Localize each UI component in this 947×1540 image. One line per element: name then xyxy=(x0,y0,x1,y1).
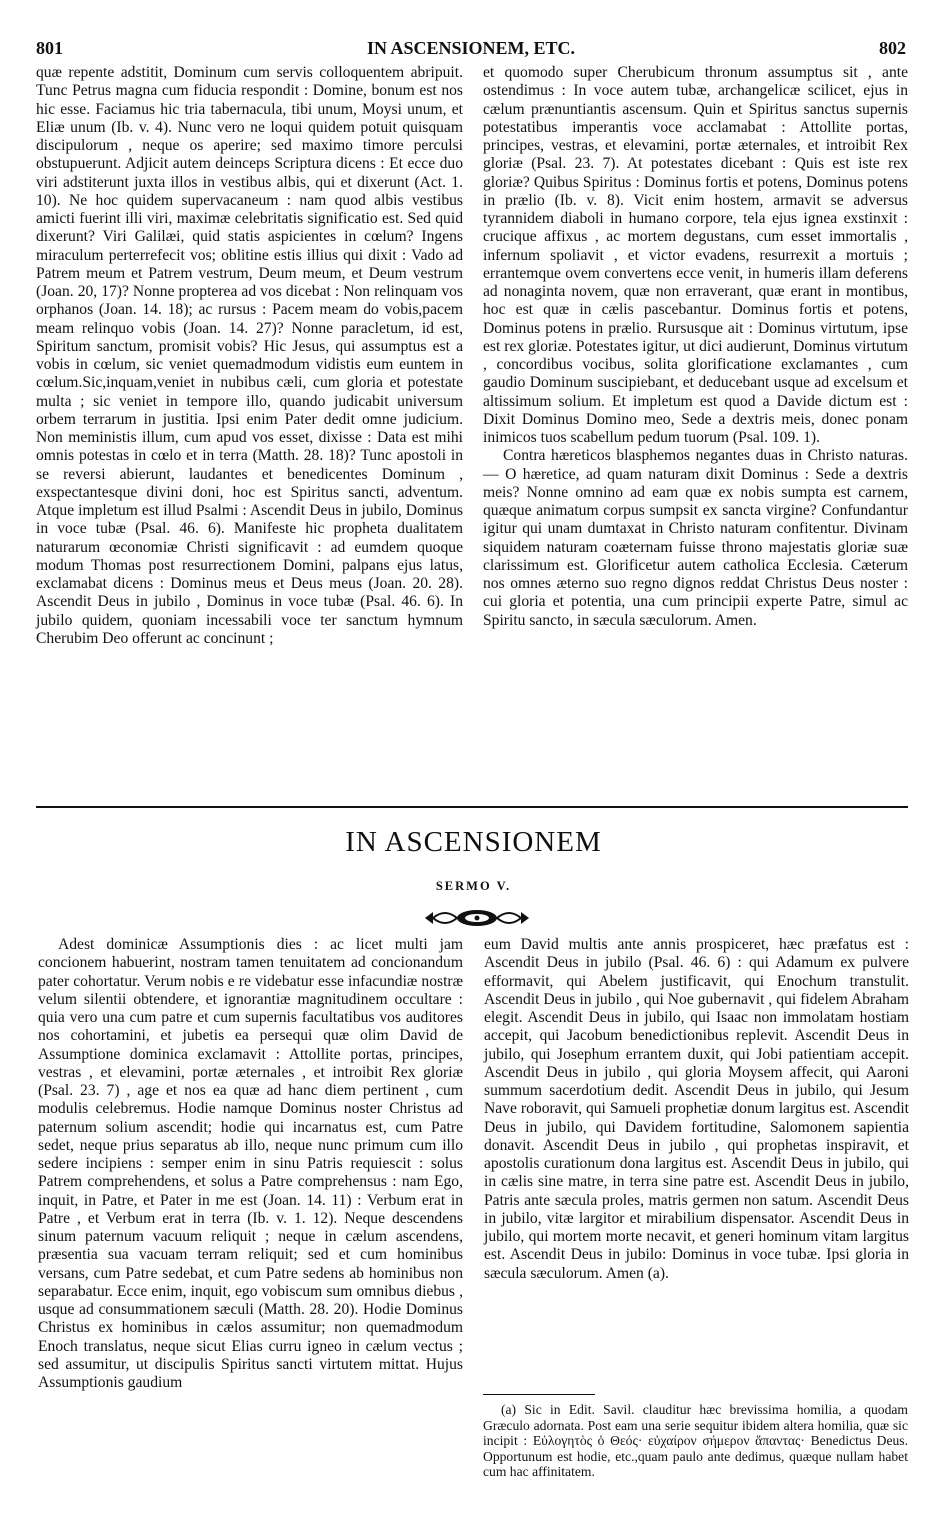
paragraph: eum David multis ante annis prospiceret, hæc præfatus est : Ascendit Deus in jubilo (Psal. 46. 6) : qui Adamum ex pulvere efformavit, qui Abelem justificavit, qui Enochum transtulit. Ascendit Deus in jubilo , qui Noe gubernavit , qui fidelem Abraham elegit. Ascendit Deus in jubilo, qui Isaac non immolatam hostiam accepit, qui Jacobum benedictionibus replevit. Ascendit Deus in jubilo, qui Josephum errantem duxit, qui Jobi patientiam accepit. Ascendit Deus in jubilo , qui gloria Moysem affecit, qui Aaroni summum sacerdotium dedit. Ascendit Deus in jubilo, qui Jesum Nave roboravit, qui Samueli prophetiæ donum largitus est. Ascendit Deus in jubilo, qui Davidem fortitudine, Salomonem sapientia donavit. Ascendit Deus in jubilo , qui prophetas inspiravit, et apostolis curationum dona largitus est. Ascendit Deus in jubilo, qui in cælis sine matre, in terra sine patre est. Ascendit Deus in jubilo, Patris ante sæcula proles, matris germen non satum. Ascendit Deus in jubilo, vitæ largitor et mirabilium dispensator. Ascendit Deus in jubilo, qui mortem morte necavit, et generi hominum vitam largitus est. Ascendit Deus in jubilo: Dominus in voce tubæ. Ipsi gloria in sæcula sæculorum. Amen (a). xyxy=(484,936,909,1282)
bottom-right-column xyxy=(484,936,909,1283)
bottom-left-column xyxy=(38,936,463,1392)
paragraph: et quomodo super Cherubicum thronum assumptus sit , ante ostendimus : In voce autem tubæ, archangelicæ scilicet, ejus in cælum prænuntiantis ascensum. Quin et Spiritus sanctus supernis potestatibus imperantis voce acclamabat : Attollite portas, principes, vestras, et elevamini, portæ æternales, et introibit Rex gloriæ (Psal. 23. 7). At potestates dicebant : Quis est iste rex gloriæ? Quibus Spiritus : Dominus fortis et potens, Dominus potens in prælio (Ib. v. 8). Vicit enim hostem, armavit se adversus tyrannidem diaboli in humano corpore, tela ejus ignea exstinxit : crucique affixus , ac mortem degustans, cum esset immortalis , infernum spoliavit , et victor evadens, resurrexit a mortuis ; errantemque ovem convertens ecce venit, in humeris illam deferens ad nonaginta novem, quæ non erraverant, quæ erant in montibus, hoc est quæ in cælis pascebantur. Dominus fortis et potens, Dominus potens in prælio. Rursusque ait : Dominus virtutum, ipse est rex gloriæ. Potestates igitur, ut dici audierunt, Dominus virtutum , concordibus vocibus, solita glorificatione exclamantes , cum gaudio Dominum suscipiebant, et deducebant usque ad excelsum et altissimum solium. Et impletum est quod a Davide dictum est : Dixit Dominus Domino meo, Sede a dextris meis, donec ponam inimicos tuos scabellum pedum tuorum (Psal. 109. 1). xyxy=(483,64,908,446)
section-divider-rule xyxy=(36,806,908,808)
section-subtitle: SERMO V. xyxy=(435,879,512,893)
paragraph: quæ repente adstitit, Dominum cum servis colloquentem abripuit. Tunc Petrus magna cum fiducia respondit : Domine, bonum est nos hic esse. Faciamus hic tria tabernacula, tibi unum, Moysi unum, et Eliæ unum (Ib. v. 4). Nunc vero ne loqui quidem potuit quisquam discipulorum , neque os aperire; sed maximo timore perculsi obstupuerunt. Adjicit autem deinceps Scriptura dicens : Et ecce duo viri adstiterunt juxta illos in vestibus albis, qui et dixerunt (Act. 1. 10). Ne hoc quidem supervacaneum : nam quod albis vestibus amicti fuerint illi viri, maximæ celebritatis significatio est. Sed quid dixerunt? Viri Galilæi, quid statis aspicientes in cœlum? Ingens miraculum perterrefecit vos; oblitine estis illius qui dixit : Vado ad Patrem meum et Patrem vestrum, Deum meum, et Deum vestrum (Joan. 20, 17)? Nonne propterea ad vos dicebat : Non relinquam vos orphanos (Joan. 14. 18); ac rursus : Pacem meam do vobis,pacem meam relinquo vobis (Joan. 14. 27)? Nonne paracletum, id est, Spiritum sanctum, promisit vobis? Hic Jesus, qui assumptus est a vobis in cœlum, sic veniet quemadmodum vidistis eum euntem in cœlum.Sic,inquam,veniet in nubibus cæli, cum gloria et potestate multa ; sic veniet in tempore illo, quando judicabit universum orbem terrarum in justitia. Ipsi enim Pater dedit omne judicium. Non meministis illum, cum apud vos esset, dixisse : Data est mihi omnis potestas in cœlo et in terra (Matth. 28. 18)? Tunc apostoli in se reversi abierunt, laudantes et benedicentes Dominum , exspectantesque divini doni, hoc est Spiritus sancti, adventum. Atque impletum est illud Psalmi : Ascendit Deus in jubilo, Dominus in voce tubæ (Psal. 46. 6). Manifeste hic propheta dualitatem naturarum œconomiæ Christi significavit : ad eumdem quoque modum Thomas post resurrectionem Domini, palpans ejus latus, exclamabat dicens : Dominus meus et Deus meus (Joan. 20. 28). Ascendit Deus in jubilo , Dominus in voce tubæ (Psal. 46. 6). In jubilo quidem, quoniam incessabili voce ter sanctum hymnum Cherubim Deo offerunt ac concinunt ; xyxy=(36,64,463,647)
page-number-left: 801 xyxy=(36,38,63,58)
footnote-rule xyxy=(483,1394,595,1395)
page-number-right: 802 xyxy=(879,38,906,58)
running-head xyxy=(36,38,906,60)
ornament-icon xyxy=(423,907,531,929)
section-title: IN ASCENSIONEM xyxy=(345,826,602,858)
running-title: IN ASCENSIONEM, ETC. xyxy=(366,38,576,58)
footnote-text: (a) Sic in Edit. Savil. clauditur hæc brevissima homilia, a quodam Græculo adornata. Post eam una serie sequitur ibidem altera homilia, quæ sic incipit : Εὐλογητὸς ὁ Θεός· εὐχαίρον σήμερον ἅπαντας· Benedictus Deus. Opportunum est hodie, etc.,quam paulo ante dedimus, quæque nullam habet cum hac affinitatem. xyxy=(483,1402,908,1480)
top-left-column xyxy=(36,64,463,648)
top-right-column xyxy=(483,64,908,630)
paragraph: Adest dominicæ Assumptionis dies : ac licet multi jam concionem habuerint, nostram tamen tenuitatem ad concionandum pater cohortatur. Verum nobis e re videbatur esse infacundiæ nostræ velum silentii obtendere, et ignorantiæ magnitudinem occultare : quia vero una cum patre et cum supernis facultatibus vos auditores nos cohortamini, et jubetis ea persequi quæ olim David de Assumptione dominica exclamavit : Attollite portas, principes, vestras , et elevamini, portæ æternales , et introibit Rex gloriæ (Psal. 23. 7) , age et nos ea quæ ad hanc diem pertinent , cum modulis celebremus. Hodie namque Dominus noster Christus ad paternum solium ascendit; hodie qui incarnatus est, cum Patre sedet, neque prius separatus ab illo, neque nunc primum cum illo sedere incipiens : semper enim in sinu Patris requiescit : solus Patrem comprehendens, et solus a Patre comprehensus : nam Ego, inquit, in Patre, et Pater in me est (Joan. 14. 11) : Verbum erat in Patre , et Verbum erat in terra (Ib. v. 1. 12). Neque descendens sinum paternum vacuum reliquit ; neque in cælum ascendens, præsentia sua vacuam terram reliquit; sed et cum hominibus versans, cum Patre sedebat, et cum Patre sedens ab hominibus non separabatur. Ecce enim, inquit, ego vobiscum sum omnibus diebus , usque ad consummationem sæculi (Matth. 28. 20). Hodie Dominus Christus ex hominibus in cælos assumitur; non quemadmodum Enoch translatus, neque sicut Elias curru igneo in cælum vectus ; sed assumitur, ut discipulis Spiritus sancti virtutem mittat. Hujus Assumptionis gaudium xyxy=(38,936,463,1391)
footnote xyxy=(483,1402,908,1480)
paragraph: Contra hæreticos blasphemos negantes duas in Christo naturas. — O hæretice, ad quam naturam dixit Dominus : Sede a dextris meis? Nonne omnino ad eam quæ ex nobis sumpta est carnem, quæque animatum corpus sumpsit ex sancta virgine? Confundantur igitur qui unam dumtaxat in Christo naturam confitentur. Divinam siquidem naturam coæternam fuisse throno majestatis gloriæ suæ clarissimum est. Glorificetur autem catholica Ecclesia. Cæterum nos omnes æterno suo regno dignos reddat Christus Deus noster : cui gloria et potentia, una cum principii experte Patre, simul ac Spiritu sancto, in sæcula sæculorum. Amen. xyxy=(483,447,908,629)
